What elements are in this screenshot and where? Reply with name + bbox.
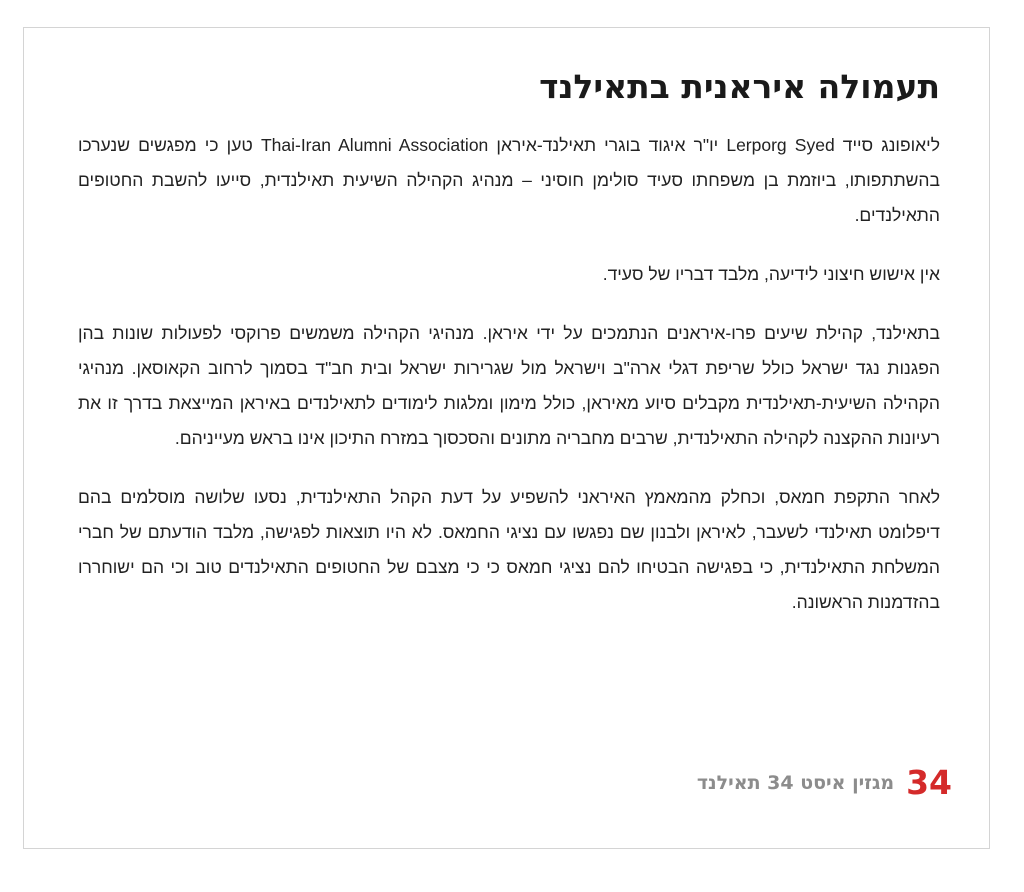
- page-footer: [696, 763, 952, 802]
- article: [78, 68, 940, 644]
- paragraph-2: אין אישוש חיצוני לידיעה, מלבד דבריו של סעיד.: [602, 263, 940, 284]
- paragraph-4: לאחר התקפת חמאס, וכחלק מהמאמץ האיראני להשפיע על דעת הקהל התאילנדית, נסעו שלושה מוסלמים בהם דיפלומט תאילנדי לשעבר, לאיראן ולבנון שם נפגשו עם נציגי החמאס. לא היו תוצאות לפגישה, מלבד הודעתם של חברי המשלחת התאילנדית, כי בפגישה הבטיחו להם נציגי חמאס כי כי מצבם של החטופים התאילנדים טוב וכי הם ישוחררו בהזדמנות הראשונה.: [78, 486, 940, 612]
- magazine-name: מגזין איסט 34 תאילנד: [696, 771, 895, 794]
- article-title: תעמולה איראנית בתאילנד: [539, 67, 940, 106]
- paragraph-3: בתאילנד, קהילת שיעים פרו-איראנים הנתמכים על ידי איראן. מנהיגי הקהילה משמשים פרוקסי לפעולות שונות בהן הפגנות נגד ישראל כולל שריפת דגלי ארה"ב וישראל מול שגרירות ישראל ובית חב"ד בסמוך לרחוב הקאוסאן. מנהיגי הקהילה השיעית-תאילנדית מקבלים סיוע מאיראן, כולל מימון ומלגות לימודים לתאילנדים באיראן המייצאת בדרך זו את רעיונות ההקצנה לקהילה התאילנדית, שרבים מחבריה מתונים והסכסוך במזרח התיכון אינו בראש מעייניהם.: [78, 322, 940, 448]
- page-number: 34: [906, 763, 952, 802]
- paragraph-1: ליאופונג סייד Lerporg Syed יו"ר איגוד בוגרי תאילנד-איראן Thai-Iran Alumni Association טען כי מפגשים שנערכו בהשתתפותו, ביוזמת בן משפחתו סעיד סולימן חוסיני – מנהיג הקהילה השיעית תאילנדית, סייעו להשבת החטופים התאילנדים.: [78, 134, 940, 225]
